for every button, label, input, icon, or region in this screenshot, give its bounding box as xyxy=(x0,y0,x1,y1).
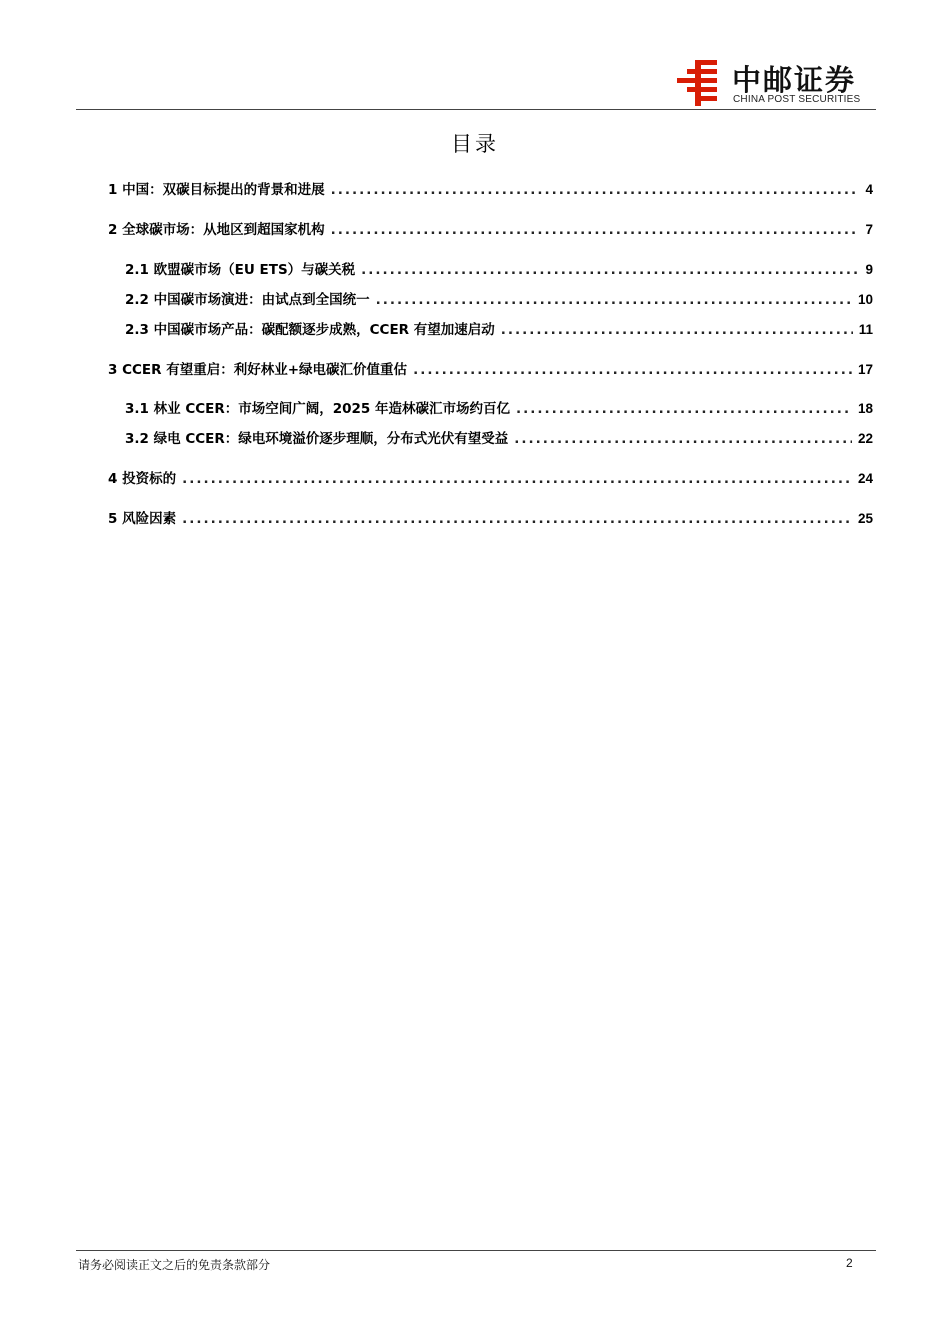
toc-entry-title: 绿电 CCER：绿电环境溢价逐步理顺，分布式光伏有望受益 xyxy=(153,431,509,447)
china-post-logo-icon xyxy=(673,58,723,108)
toc-entry-number: 2.1 xyxy=(125,262,149,278)
footer-disclaimer: 请务必阅读正文之后的免责条款部分 xyxy=(78,1258,271,1272)
toc-entry-4[interactable] xyxy=(108,467,873,491)
toc-entry-number: 3.2 xyxy=(125,431,149,447)
toc-entry-number: 1 xyxy=(108,182,118,198)
toc-entry-title: 全球碳市场：从地区到超国家机构 xyxy=(122,222,325,238)
toc-entry-3[interactable] xyxy=(108,358,873,382)
toc-leader-dots xyxy=(514,431,852,447)
toc-leader-dots xyxy=(331,182,860,198)
toc-entry-2-2[interactable] xyxy=(125,288,873,312)
header-divider xyxy=(76,109,876,110)
toc-entry-number: 2.3 xyxy=(125,322,149,338)
toc-entry-1[interactable] xyxy=(108,178,873,202)
toc-entry-page: 17 xyxy=(857,362,873,377)
toc-leader-dots xyxy=(331,222,860,238)
toc-entry-page: 18 xyxy=(857,401,873,416)
toc-entry-number: 4 xyxy=(108,471,118,487)
brand-name-cn: 中邮证券 xyxy=(732,63,857,97)
toc-entry-title: 中国：双碳目标提出的背景和进展 xyxy=(122,182,325,198)
toc-title: 目录 xyxy=(451,132,499,156)
toc-entry-2[interactable] xyxy=(108,218,873,242)
toc-entry-page: 9 xyxy=(865,262,873,277)
toc-entry-number: 2.2 xyxy=(125,292,149,308)
footer-divider xyxy=(76,1250,876,1251)
toc-entry-page: 10 xyxy=(857,292,873,307)
toc-leader-dots xyxy=(516,401,852,417)
toc-leader-dots xyxy=(182,511,852,527)
toc-entry-2-3[interactable] xyxy=(125,318,873,342)
toc-entry-title: 林业 CCER：市场空间广阔，2025 年造林碳汇市场约百亿 xyxy=(153,401,511,417)
toc-entry-3-1[interactable] xyxy=(125,397,873,421)
toc-entry-5[interactable] xyxy=(108,507,873,531)
toc-entry-title: 中国碳市场产品：碳配额逐步成熟，CCER 有望加速启动 xyxy=(153,322,495,338)
toc-entry-page: 4 xyxy=(865,182,873,197)
toc-entry-title: CCER 有望重启：利好林业+绿电碳汇价值重估 xyxy=(122,362,408,378)
toc-entry-title: 中国碳市场演进：由试点到全国统一 xyxy=(153,292,370,308)
toc-entry-number: 3.1 xyxy=(125,401,149,417)
toc-entry-title: 投资标的 xyxy=(122,471,177,487)
toc-entry-2-1[interactable] xyxy=(125,258,873,282)
toc-leader-dots xyxy=(361,262,859,278)
toc-leader-dots xyxy=(376,292,852,308)
toc-entry-page: 7 xyxy=(865,222,873,237)
brand-name-en: CHINA POST SECURITIES xyxy=(733,94,861,105)
toc-leader-dots xyxy=(501,322,853,338)
toc-entry-3-2[interactable] xyxy=(125,427,873,451)
page-header xyxy=(76,52,876,110)
toc-entry-page: 25 xyxy=(857,511,873,526)
toc-entry-number: 3 xyxy=(108,362,118,378)
toc-entry-number: 5 xyxy=(108,511,118,527)
toc-leader-dots xyxy=(182,471,852,487)
toc-entry-page: 22 xyxy=(857,431,873,446)
toc-entry-page: 11 xyxy=(858,322,873,337)
toc-entry-page: 24 xyxy=(857,471,873,486)
toc-entry-number: 2 xyxy=(108,222,118,238)
footer-page-number: 2 xyxy=(846,1256,853,1270)
toc-leader-dots xyxy=(413,362,852,378)
toc-entry-title: 风险因素 xyxy=(122,511,177,527)
toc-entry-title: 欧盟碳市场（EU ETS）与碳关税 xyxy=(153,262,356,278)
